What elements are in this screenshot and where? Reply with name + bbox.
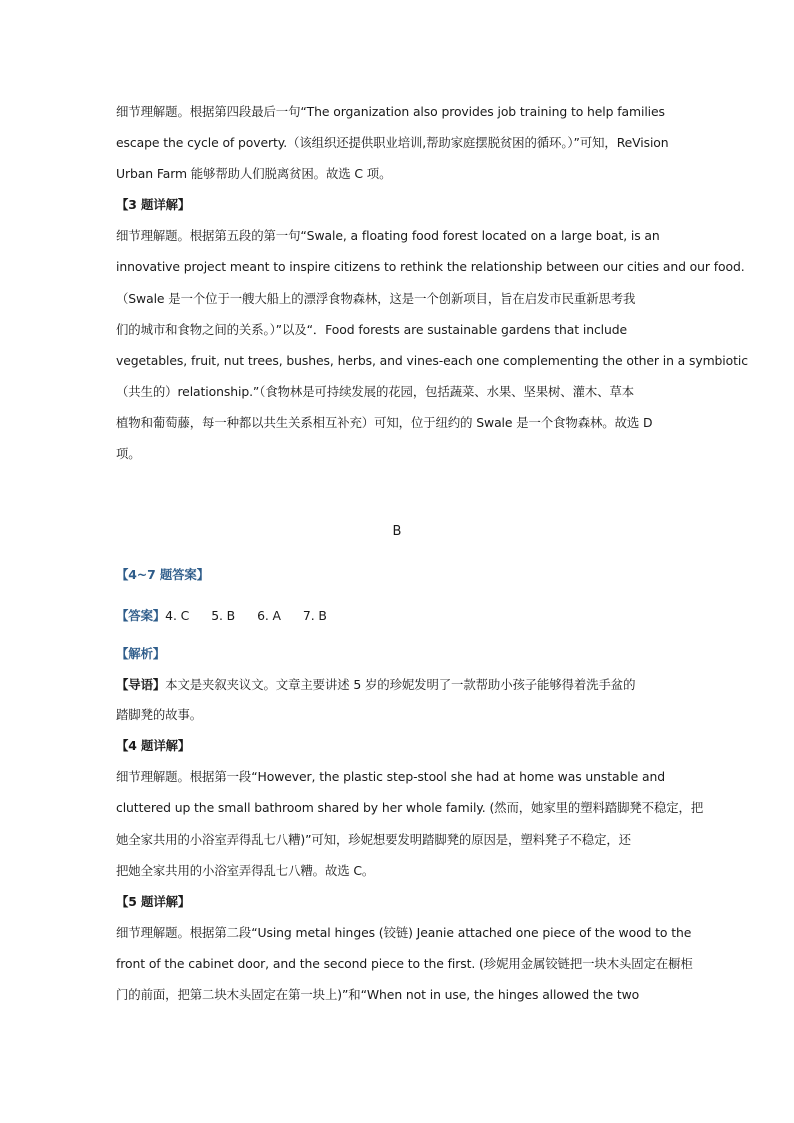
text-line: vegetables, fruit, nut trees, bushes, herbs, and vines-each one complementing the other in a symbiotic <box>116 353 748 368</box>
q3-heading: 【3 题详解】 <box>116 197 191 212</box>
text-line: cluttered up the small bathroom shared by her whole family. (然而，她家里的塑料踏脚凳不稳定，把 <box>116 800 704 815</box>
text-line: 把她全家共用的小浴室弄得乱七八糟。故选 C。 <box>116 863 375 878</box>
answers-line <box>116 608 327 624</box>
q4-heading: 【4 题详解】 <box>116 738 191 753</box>
text-line: escape the cycle of poverty.（该组织还提供职业培训,帮助家庭摆脱贫困的循环。）”可知，ReVision <box>116 135 669 150</box>
text-line: Urban Farm 能够帮助人们脱离贫困。故选 C 项。 <box>116 166 392 181</box>
answers-heading: 【4~7 题答案】 <box>116 567 209 582</box>
text-line: 门的前面，把第二块木头固定在第一块上)”和“When not in use, the hinges allowed the two <box>116 987 640 1002</box>
analysis-heading: 【解析】 <box>116 646 166 661</box>
text-line: 细节理解题。根据第五段的第一句“Swale, a floating food forest located on a large boat, is an <box>116 228 660 243</box>
text-line: 项。 <box>116 446 141 461</box>
text-line: 她全家共用的小浴室弄得乱七八糟)”可知，珍妮想要发明踏脚凳的原因是，塑料凳子不稳定，还 <box>116 832 631 847</box>
answer-item: 6. A <box>257 608 281 623</box>
text-line: 踏脚凳的故事。 <box>116 707 203 722</box>
text-line: 细节理解题。根据第二段“Using metal hinges (铰链) Jeanie attached one piece of the wood to the <box>116 925 692 940</box>
guide-line <box>116 677 635 693</box>
text-line: 细节理解题。根据第四段最后一句“The organization also provides job training to help families <box>116 104 665 119</box>
q5-heading: 【5 题详解】 <box>116 894 191 909</box>
answers-label: 【答案】 <box>116 608 166 623</box>
text-line: 植物和葡萄藤，每一种都以共生关系相互补充）可知，位于纽约的 Swale 是一个食物森林。故选 D <box>116 415 653 430</box>
answer-item: 5. B <box>211 608 236 623</box>
guide-text: 本文是夹叙夹议文。文章主要讲述 5 岁的珍妮发明了一款帮助小孩子能够得着洗手盆的 <box>165 677 636 692</box>
answer-item: 4. C <box>165 608 190 623</box>
text-line: （共生的）relationship.”（食物林是可持续发展的花园，包括蔬菜、水果、坚果树、灌木、草本 <box>116 384 635 399</box>
text-line: （Swale 是一个位于一艘大船上的漂浮食物森林，这是一个创新项目，旨在启发市民重新思考我 <box>116 291 636 306</box>
text-line: 们的城市和食物之间的关系。）”以及“．Food forests are sustainable gardens that include <box>116 322 628 337</box>
text-line: front of the cabinet door, and the second piece to the first. (珍妮用金属铰链把一块木头固定在橱柜 <box>116 956 693 971</box>
text-line: 细节理解题。根据第一段“However, the plastic step-stool she had at home was unstable and <box>116 769 665 784</box>
section-title: B <box>392 524 402 539</box>
answer-item: 7. B <box>302 608 327 623</box>
text-line: innovative project meant to inspire citizens to rethink the relationship between our cities and our food. <box>116 259 745 274</box>
guide-label: 【导语】 <box>116 677 166 692</box>
